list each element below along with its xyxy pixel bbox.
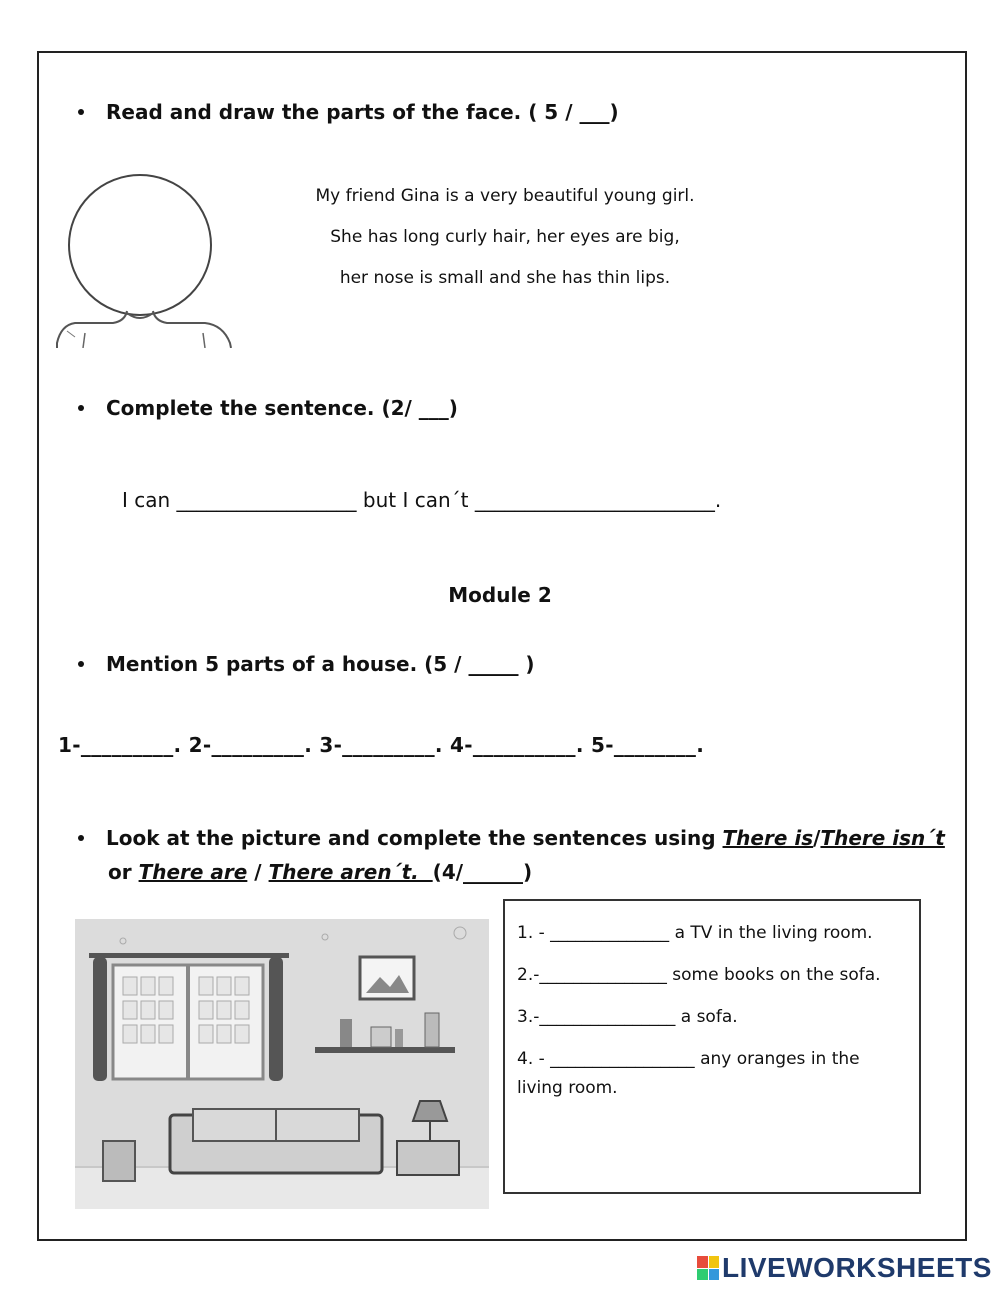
house-parts-blanks[interactable]: 1-_________. 2-_________. 3-_________. 4-__________. 5-________. bbox=[58, 733, 705, 757]
bullet-icon bbox=[78, 661, 84, 667]
question-4[interactable]: 4. - _________________ any oranges in the living room. bbox=[517, 1049, 860, 1098]
living-room-picture bbox=[75, 919, 489, 1209]
complete-instruction: Complete the sentence. (2/ ___) bbox=[78, 396, 458, 420]
bullet-icon bbox=[78, 405, 84, 411]
module-title: Module 2 bbox=[448, 583, 552, 607]
bullet-icon bbox=[78, 835, 84, 841]
logo-text: LIVEWORKSHEETS bbox=[722, 1252, 992, 1283]
head-outline-illustration bbox=[55, 173, 235, 348]
face-instruction: Read and draw the parts of the face. ( 5 / ___) bbox=[78, 100, 619, 124]
picture-instruction-line2: or There are / There aren´t. (4/______) bbox=[108, 860, 533, 884]
complete-sentence-blank[interactable]: I can __________________ but I can´t ________________________. bbox=[122, 488, 722, 512]
house-instruction: Mention 5 parts of a house. (5 / _____ ) bbox=[78, 652, 535, 676]
story-line: She has long curly hair, her eyes are big, bbox=[330, 227, 680, 247]
story-paragraph bbox=[260, 176, 750, 299]
question-2[interactable]: 2.-_______________ some books on the sofa. bbox=[517, 965, 881, 985]
liveworksheets-logo bbox=[697, 1252, 992, 1284]
story-line: her nose is small and she has thin lips. bbox=[339, 268, 671, 288]
question-3[interactable]: 3.-________________ a sofa. bbox=[517, 1007, 738, 1027]
questions-box bbox=[503, 899, 921, 1194]
picture-instruction: Look at the picture and complete the sentences using There is/There isn´t bbox=[78, 826, 945, 850]
question-1[interactable]: 1. - ______________ a TV in the living room. bbox=[517, 923, 873, 943]
bullet-icon bbox=[78, 109, 84, 115]
logo-icon bbox=[697, 1256, 719, 1280]
story-line: My friend Gina is a very beautiful young girl. bbox=[315, 186, 695, 206]
